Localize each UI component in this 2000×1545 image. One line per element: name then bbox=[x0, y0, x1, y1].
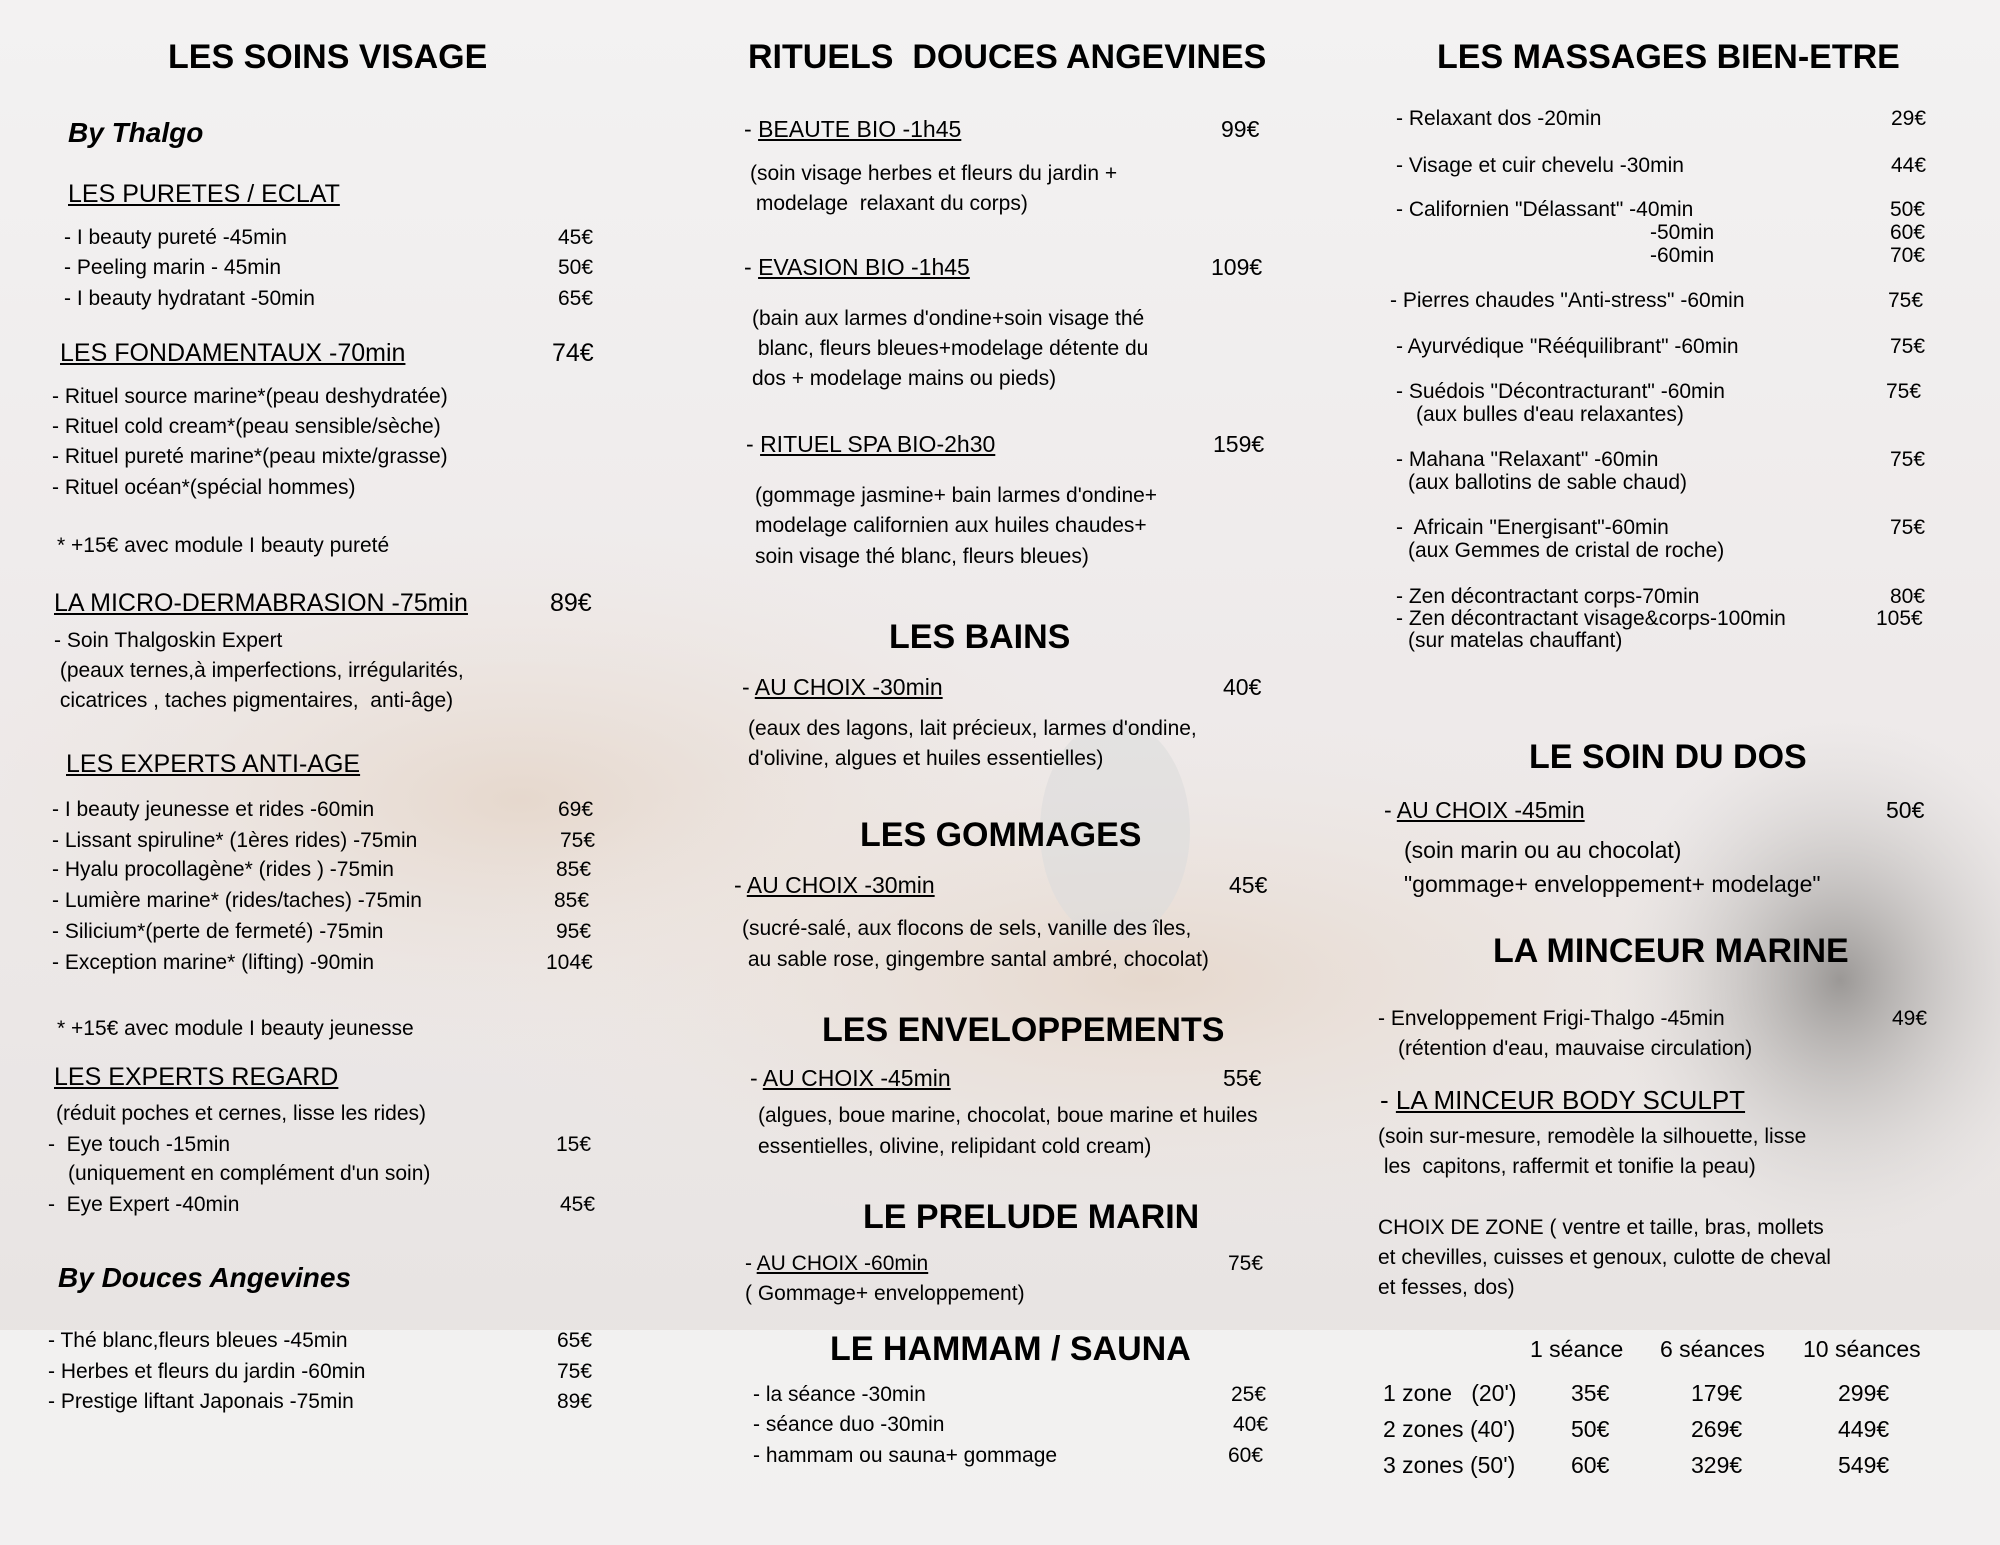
table-cell: 269€ bbox=[1691, 1416, 1743, 1442]
rituel-name: BEAUTE BIO -1h45 bbox=[758, 116, 962, 142]
description: ( Gommage+ enveloppement) bbox=[745, 1282, 1025, 1305]
price: 75€ bbox=[1890, 448, 1926, 471]
price: 44€ bbox=[1891, 154, 1927, 177]
price: 29€ bbox=[1891, 107, 1927, 130]
price: 70€ bbox=[1890, 244, 1926, 267]
description: au sable rose, gingembre santal ambré, chocolat) bbox=[742, 948, 1209, 971]
by-thalgo-heading: By Thalgo bbox=[68, 117, 204, 148]
list-item: - séance duo -30min bbox=[753, 1413, 945, 1436]
price: 45€ bbox=[558, 226, 594, 249]
list-item: - Rituel océan*(spécial hommes) bbox=[52, 476, 356, 499]
list-item: - Herbes et fleurs du jardin -60min bbox=[48, 1360, 366, 1383]
item-name: LA MINCEUR BODY SCULPT bbox=[1395, 1085, 1746, 1115]
table-cell: 35€ bbox=[1571, 1380, 1610, 1406]
item-name: AU CHOIX -45min bbox=[762, 1065, 951, 1091]
price: 25€ bbox=[1231, 1383, 1267, 1406]
enveloppements-item: - AU CHOIX -45min bbox=[750, 1065, 951, 1091]
list-item: - hammam ou sauna+ gommage bbox=[753, 1444, 1058, 1467]
list-item: - Suédois "Décontracturant" -60min bbox=[1396, 380, 1725, 403]
description: modelage relaxant du corps) bbox=[750, 192, 1028, 215]
description: d'olivine, algues et huiles essentielles) bbox=[748, 747, 1104, 770]
rituel-name: RITUEL SPA BIO-2h30 bbox=[760, 431, 996, 457]
description: blanc, fleurs bleues+modelage détente du bbox=[752, 337, 1149, 360]
list-item: - Exception marine* (lifting) -90min bbox=[52, 951, 375, 974]
soins-visage-title: LES SOINS VISAGE bbox=[168, 38, 488, 76]
description: (soin marin ou au chocolat) bbox=[1404, 837, 1682, 863]
body-sculpt-item: - LA MINCEUR BODY SCULPT bbox=[1380, 1085, 1746, 1115]
price: 75€ bbox=[1890, 516, 1926, 539]
description: (bain aux larmes d'ondine+soin visage thé bbox=[752, 307, 1145, 330]
massages-title: LES MASSAGES BIEN-ETRE bbox=[1437, 38, 1900, 76]
description: CHOIX DE ZONE ( ventre et taille, bras, mollets bbox=[1378, 1216, 1824, 1239]
description: modelage californien aux huiles chaudes+ bbox=[755, 514, 1147, 537]
duration: -50min bbox=[1650, 221, 1715, 244]
list-item: - Lumière marine* (rides/taches) -75min bbox=[52, 889, 422, 912]
description: (aux ballotins de sable chaud) bbox=[1408, 471, 1688, 494]
description: dos + modelage mains ou pieds) bbox=[752, 367, 1057, 390]
price: 49€ bbox=[1892, 1007, 1928, 1030]
description: (aux bulles d'eau relaxantes) bbox=[1416, 403, 1684, 426]
price: 50€ bbox=[1886, 797, 1925, 823]
price: 15€ bbox=[556, 1133, 592, 1156]
list-item: - Zen décontractant visage&corps-100min bbox=[1396, 607, 1786, 630]
price: 89€ bbox=[550, 589, 592, 617]
list-item: - Relaxant dos -20min bbox=[1396, 107, 1602, 130]
description: "gommage+ enveloppement+ modelage" bbox=[1404, 871, 1821, 897]
price: 105€ bbox=[1876, 607, 1923, 630]
list-item: - Zen décontractant corps-70min bbox=[1396, 585, 1700, 608]
price: 40€ bbox=[1223, 674, 1262, 700]
item-name: AU CHOIX -60min bbox=[756, 1252, 929, 1275]
price: 60€ bbox=[1228, 1444, 1264, 1467]
price: 75€ bbox=[1888, 289, 1924, 312]
price: 99€ bbox=[1221, 116, 1260, 142]
description: essentielles, olivine, relipidant cold cream) bbox=[758, 1135, 1152, 1158]
list-item: - Rituel cold cream*(peau sensible/sèche) bbox=[52, 415, 441, 438]
price: 40€ bbox=[1233, 1413, 1269, 1436]
table-cell: 60€ bbox=[1571, 1452, 1610, 1478]
list-item: - Hyalu procollagène* (rides ) -75min bbox=[52, 858, 394, 881]
description: les capitons, raffermit et tonifie la peau) bbox=[1378, 1155, 1756, 1178]
item-name: AU CHOIX -45min bbox=[1396, 797, 1585, 823]
rituel-item: - RITUEL SPA BIO-2h30 bbox=[746, 431, 996, 457]
list-item: - Eye touch -15min bbox=[48, 1133, 231, 1156]
price: 75€ bbox=[1228, 1252, 1264, 1275]
price: 74€ bbox=[552, 339, 594, 367]
price: 109€ bbox=[1211, 254, 1263, 280]
price: 65€ bbox=[557, 1329, 593, 1352]
price: 69€ bbox=[558, 798, 594, 821]
rituel-name: EVASION BIO -1h45 bbox=[758, 254, 970, 280]
list-item: - Peeling marin - 45min bbox=[64, 256, 282, 279]
price: 50€ bbox=[1890, 198, 1926, 221]
price: 85€ bbox=[556, 858, 592, 881]
list-item: - Mahana "Relaxant" -60min bbox=[1396, 448, 1659, 471]
description: (peaux ternes,à imperfections, irrégularités, bbox=[54, 659, 464, 682]
list-item: - Africain "Energisant"-60min bbox=[1396, 516, 1669, 539]
description: et chevilles, cuisses et genoux, culotte de cheval bbox=[1378, 1246, 1831, 1269]
price: 80€ bbox=[1890, 585, 1926, 608]
description: et fesses, dos) bbox=[1378, 1276, 1515, 1299]
description: (sucré-salé, aux flocons de sels, vanille des îles, bbox=[742, 917, 1192, 940]
footnote: * +15€ avec module I beauty pureté bbox=[57, 534, 390, 557]
list-item: - Prestige liftant Japonais -75min bbox=[48, 1390, 354, 1413]
rituel-item: - EVASION BIO -1h45 bbox=[744, 254, 970, 280]
dos-item: - AU CHOIX -45min bbox=[1384, 797, 1585, 823]
bains-item: - AU CHOIX -30min bbox=[742, 674, 943, 700]
price: 45€ bbox=[560, 1193, 596, 1216]
table-row-label: 3 zones (50') bbox=[1383, 1452, 1516, 1478]
table-cell: 329€ bbox=[1691, 1452, 1743, 1478]
soin-dos-title: LE SOIN DU DOS bbox=[1529, 738, 1807, 776]
list-item: - Silicium*(perte de fermeté) -75min bbox=[52, 920, 384, 943]
price: 75€ bbox=[1890, 335, 1926, 358]
list-item: - Rituel pureté marine*(peau mixte/grasse) bbox=[52, 445, 448, 468]
table-row-label: 2 zones (40') bbox=[1383, 1416, 1516, 1442]
description: (soin sur-mesure, remodèle la silhouette, lisse bbox=[1378, 1125, 1807, 1148]
description: (soin visage herbes et fleurs du jardin + bbox=[750, 162, 1118, 185]
price: 75€ bbox=[560, 829, 596, 852]
prelude-item: - AU CHOIX -60min bbox=[745, 1252, 929, 1275]
price: 95€ bbox=[556, 920, 592, 943]
bains-title: LES BAINS bbox=[889, 618, 1071, 656]
list-item: - Eye Expert -40min bbox=[48, 1193, 240, 1216]
table-header: 1 séance bbox=[1530, 1336, 1624, 1362]
table-cell: 50€ bbox=[1571, 1416, 1610, 1442]
list-item: - Visage et cuir chevelu -30min bbox=[1396, 154, 1684, 177]
rituels-title: RITUELS DOUCES ANGEVINES bbox=[748, 38, 1267, 76]
puretes-heading: LES PURETES / ECLAT bbox=[68, 180, 340, 208]
description: (rétention d'eau, mauvaise circulation) bbox=[1398, 1037, 1753, 1060]
list-item: - Thé blanc,fleurs bleues -45min bbox=[48, 1329, 348, 1352]
fondamentaux-heading: LES FONDAMENTAUX -70min bbox=[60, 339, 406, 367]
price: 85€ bbox=[554, 889, 590, 912]
price: 50€ bbox=[558, 256, 594, 279]
description: (eaux des lagons, lait précieux, larmes d'ondine, bbox=[748, 717, 1197, 740]
description: (aux Gemmes de cristal de roche) bbox=[1408, 539, 1725, 562]
price: 75€ bbox=[1886, 380, 1922, 403]
list-item: - Rituel source marine*(peau deshydratée) bbox=[52, 385, 448, 408]
list-item: - Lissant spiruline* (1ères rides) -75min bbox=[52, 829, 418, 852]
list-item: - Californien "Délassant" -40min bbox=[1396, 198, 1694, 221]
description: (gommage jasmine+ bain larmes d'ondine+ bbox=[755, 484, 1158, 507]
table-header: 6 séances bbox=[1660, 1336, 1765, 1362]
table-cell: 549€ bbox=[1838, 1452, 1890, 1478]
anti-age-heading: LES EXPERTS ANTI-AGE bbox=[66, 750, 361, 778]
item-name: AU CHOIX -30min bbox=[754, 674, 943, 700]
price: 60€ bbox=[1890, 221, 1926, 244]
table-cell: 449€ bbox=[1838, 1416, 1890, 1442]
table-cell: 299€ bbox=[1838, 1380, 1890, 1406]
description: cicatrices , taches pigmentaires, anti-âge) bbox=[54, 689, 454, 712]
list-item: - Soin Thalgoskin Expert bbox=[54, 629, 283, 652]
gommages-item: - AU CHOIX -30min bbox=[734, 872, 935, 898]
footnote: * +15€ avec module I beauty jeunesse bbox=[57, 1017, 414, 1040]
price: 45€ bbox=[1229, 872, 1268, 898]
price: 65€ bbox=[558, 287, 594, 310]
micro-heading: LA MICRO-DERMABRASION -75min bbox=[54, 589, 468, 617]
description: (algues, boue marine, chocolat, boue marine et huiles bbox=[758, 1104, 1258, 1127]
hammam-title: LE HAMMAM / SAUNA bbox=[830, 1330, 1191, 1368]
list-item: - Pierres chaudes "Anti-stress" -60min bbox=[1390, 289, 1745, 312]
regard-heading: LES EXPERTS REGARD bbox=[54, 1063, 339, 1091]
by-douces-heading: By Douces Angevines bbox=[58, 1262, 352, 1293]
list-item: - Enveloppement Frigi-Thalgo -45min bbox=[1378, 1007, 1725, 1030]
prelude-title: LE PRELUDE MARIN bbox=[863, 1198, 1200, 1236]
table-row-label: 1 zone (20') bbox=[1383, 1380, 1517, 1406]
duration: -60min bbox=[1650, 244, 1715, 267]
table-cell: 179€ bbox=[1691, 1380, 1743, 1406]
list-item: - I beauty pureté -45min bbox=[64, 226, 287, 249]
item-name: AU CHOIX -30min bbox=[746, 872, 935, 898]
list-item: - la séance -30min bbox=[753, 1383, 926, 1406]
price: 89€ bbox=[557, 1390, 593, 1413]
rituel-item: - BEAUTE BIO -1h45 bbox=[744, 116, 962, 142]
price: 104€ bbox=[546, 951, 593, 974]
description: (réduit poches et cernes, lisse les rides) bbox=[56, 1102, 426, 1125]
price: 75€ bbox=[557, 1360, 593, 1383]
price: 159€ bbox=[1213, 431, 1265, 457]
list-item: - Ayurvédique "Rééquilibrant" -60min bbox=[1396, 335, 1739, 358]
table-header: 10 séances bbox=[1803, 1336, 1921, 1362]
list-item: - I beauty hydratant -50min bbox=[64, 287, 315, 310]
price: 55€ bbox=[1223, 1065, 1262, 1091]
gommages-title: LES GOMMAGES bbox=[860, 816, 1142, 854]
list-item: - I beauty jeunesse et rides -60min bbox=[52, 798, 375, 821]
enveloppements-title: LES ENVELOPPEMENTS bbox=[822, 1011, 1225, 1049]
description: (uniquement en complément d'un soin) bbox=[68, 1162, 431, 1185]
description: (sur matelas chauffant) bbox=[1408, 629, 1623, 652]
description: soin visage thé blanc, fleurs bleues) bbox=[755, 545, 1089, 568]
minceur-title: LA MINCEUR MARINE bbox=[1493, 932, 1849, 970]
